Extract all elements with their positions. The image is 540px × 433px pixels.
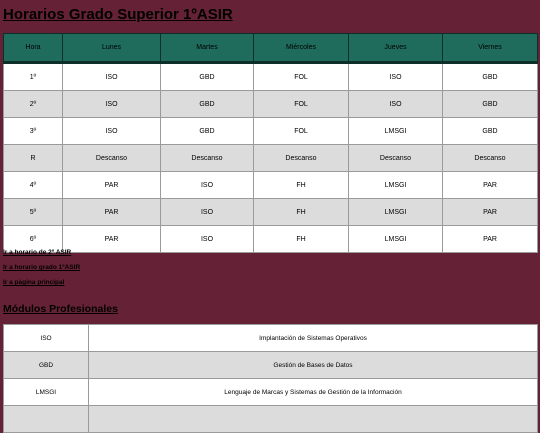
link-horario-2-asir[interactable]: Ir a horario de 2º ASIR [3, 249, 72, 256]
table-cell: FOL [254, 118, 349, 145]
table-row [4, 172, 538, 199]
module-name: Gestión de Bases de Datos [89, 352, 538, 379]
table-cell: ISO [161, 172, 254, 199]
table-cell: ISO [161, 226, 254, 253]
header-miercoles: Miércoles [254, 34, 349, 63]
table-cell: ISO [349, 91, 443, 118]
table-cell: LMSGI [349, 199, 443, 226]
table-cell: 3º [4, 118, 63, 145]
table-cell: GBD [443, 91, 538, 118]
table-row [4, 118, 538, 145]
table-cell: FOL [254, 63, 349, 91]
table-cell: PAR [63, 226, 161, 253]
modules-table [3, 324, 538, 433]
table-cell: Descanso [349, 145, 443, 172]
table-row [4, 91, 538, 118]
table-cell: PAR [443, 172, 538, 199]
table-cell: FOL [254, 91, 349, 118]
table-cell: PAR [443, 199, 538, 226]
table-row [4, 63, 538, 91]
table-cell [4, 406, 89, 433]
schedule-table [3, 33, 538, 253]
header-martes: Martes [161, 34, 254, 63]
table-cell: 6º [4, 226, 63, 253]
table-row [4, 379, 538, 406]
table-cell: LMSGI [349, 172, 443, 199]
table-cell: PAR [63, 172, 161, 199]
table-row [4, 145, 538, 172]
module-code: ISO [4, 325, 89, 352]
table-cell: LMSGI [349, 118, 443, 145]
table-cell: Descanso [63, 145, 161, 172]
module-code: GBD [4, 352, 89, 379]
table-cell: FH [254, 226, 349, 253]
table-cell: ISO [161, 199, 254, 226]
table-cell: ISO [63, 63, 161, 91]
table-cell: ISO [63, 118, 161, 145]
table-cell: 5º [4, 199, 63, 226]
modules-heading: Módulos Profesionales [3, 303, 118, 315]
module-code: LMSGI [4, 379, 89, 406]
table-cell: 2º [4, 91, 63, 118]
link-horario-1-asir[interactable]: Ir a horario grado 1ºASIR [3, 264, 81, 271]
table-cell: GBD [161, 63, 254, 91]
page-title: Horarios Grado Superior 1ºASIR [3, 6, 233, 23]
table-cell: R [4, 145, 63, 172]
table-row [4, 325, 538, 352]
table-cell [89, 406, 538, 433]
table-cell: FH [254, 172, 349, 199]
table-cell: GBD [161, 118, 254, 145]
module-name: Implantación de Sistemas Operativos [89, 325, 538, 352]
table-cell: GBD [443, 63, 538, 91]
header-viernes: Viernes [443, 34, 538, 63]
table-row [4, 406, 538, 433]
table-cell: Descanso [443, 145, 538, 172]
table-cell: Descanso [161, 145, 254, 172]
header-jueves: Jueves [349, 34, 443, 63]
table-cell: PAR [443, 226, 538, 253]
table-cell: 1º [4, 63, 63, 91]
table-cell: FH [254, 199, 349, 226]
table-cell: Descanso [254, 145, 349, 172]
header-hora: Hora [4, 34, 63, 63]
table-cell: GBD [443, 118, 538, 145]
table-cell: ISO [349, 63, 443, 91]
module-name: Lenguaje de Marcas y Sistemas de Gestión de la Información [89, 379, 538, 406]
table-cell: 4º [4, 172, 63, 199]
header-lunes: Lunes [63, 34, 161, 63]
table-cell: LMSGI [349, 226, 443, 253]
schedule-header-row [4, 34, 538, 63]
table-cell: PAR [63, 199, 161, 226]
table-cell: GBD [161, 91, 254, 118]
link-pagina-principal[interactable]: Ir a página principal [3, 279, 65, 286]
table-row [4, 226, 538, 253]
table-row [4, 352, 538, 379]
table-row [4, 199, 538, 226]
nav-links [3, 249, 80, 294]
table-cell: ISO [63, 91, 161, 118]
